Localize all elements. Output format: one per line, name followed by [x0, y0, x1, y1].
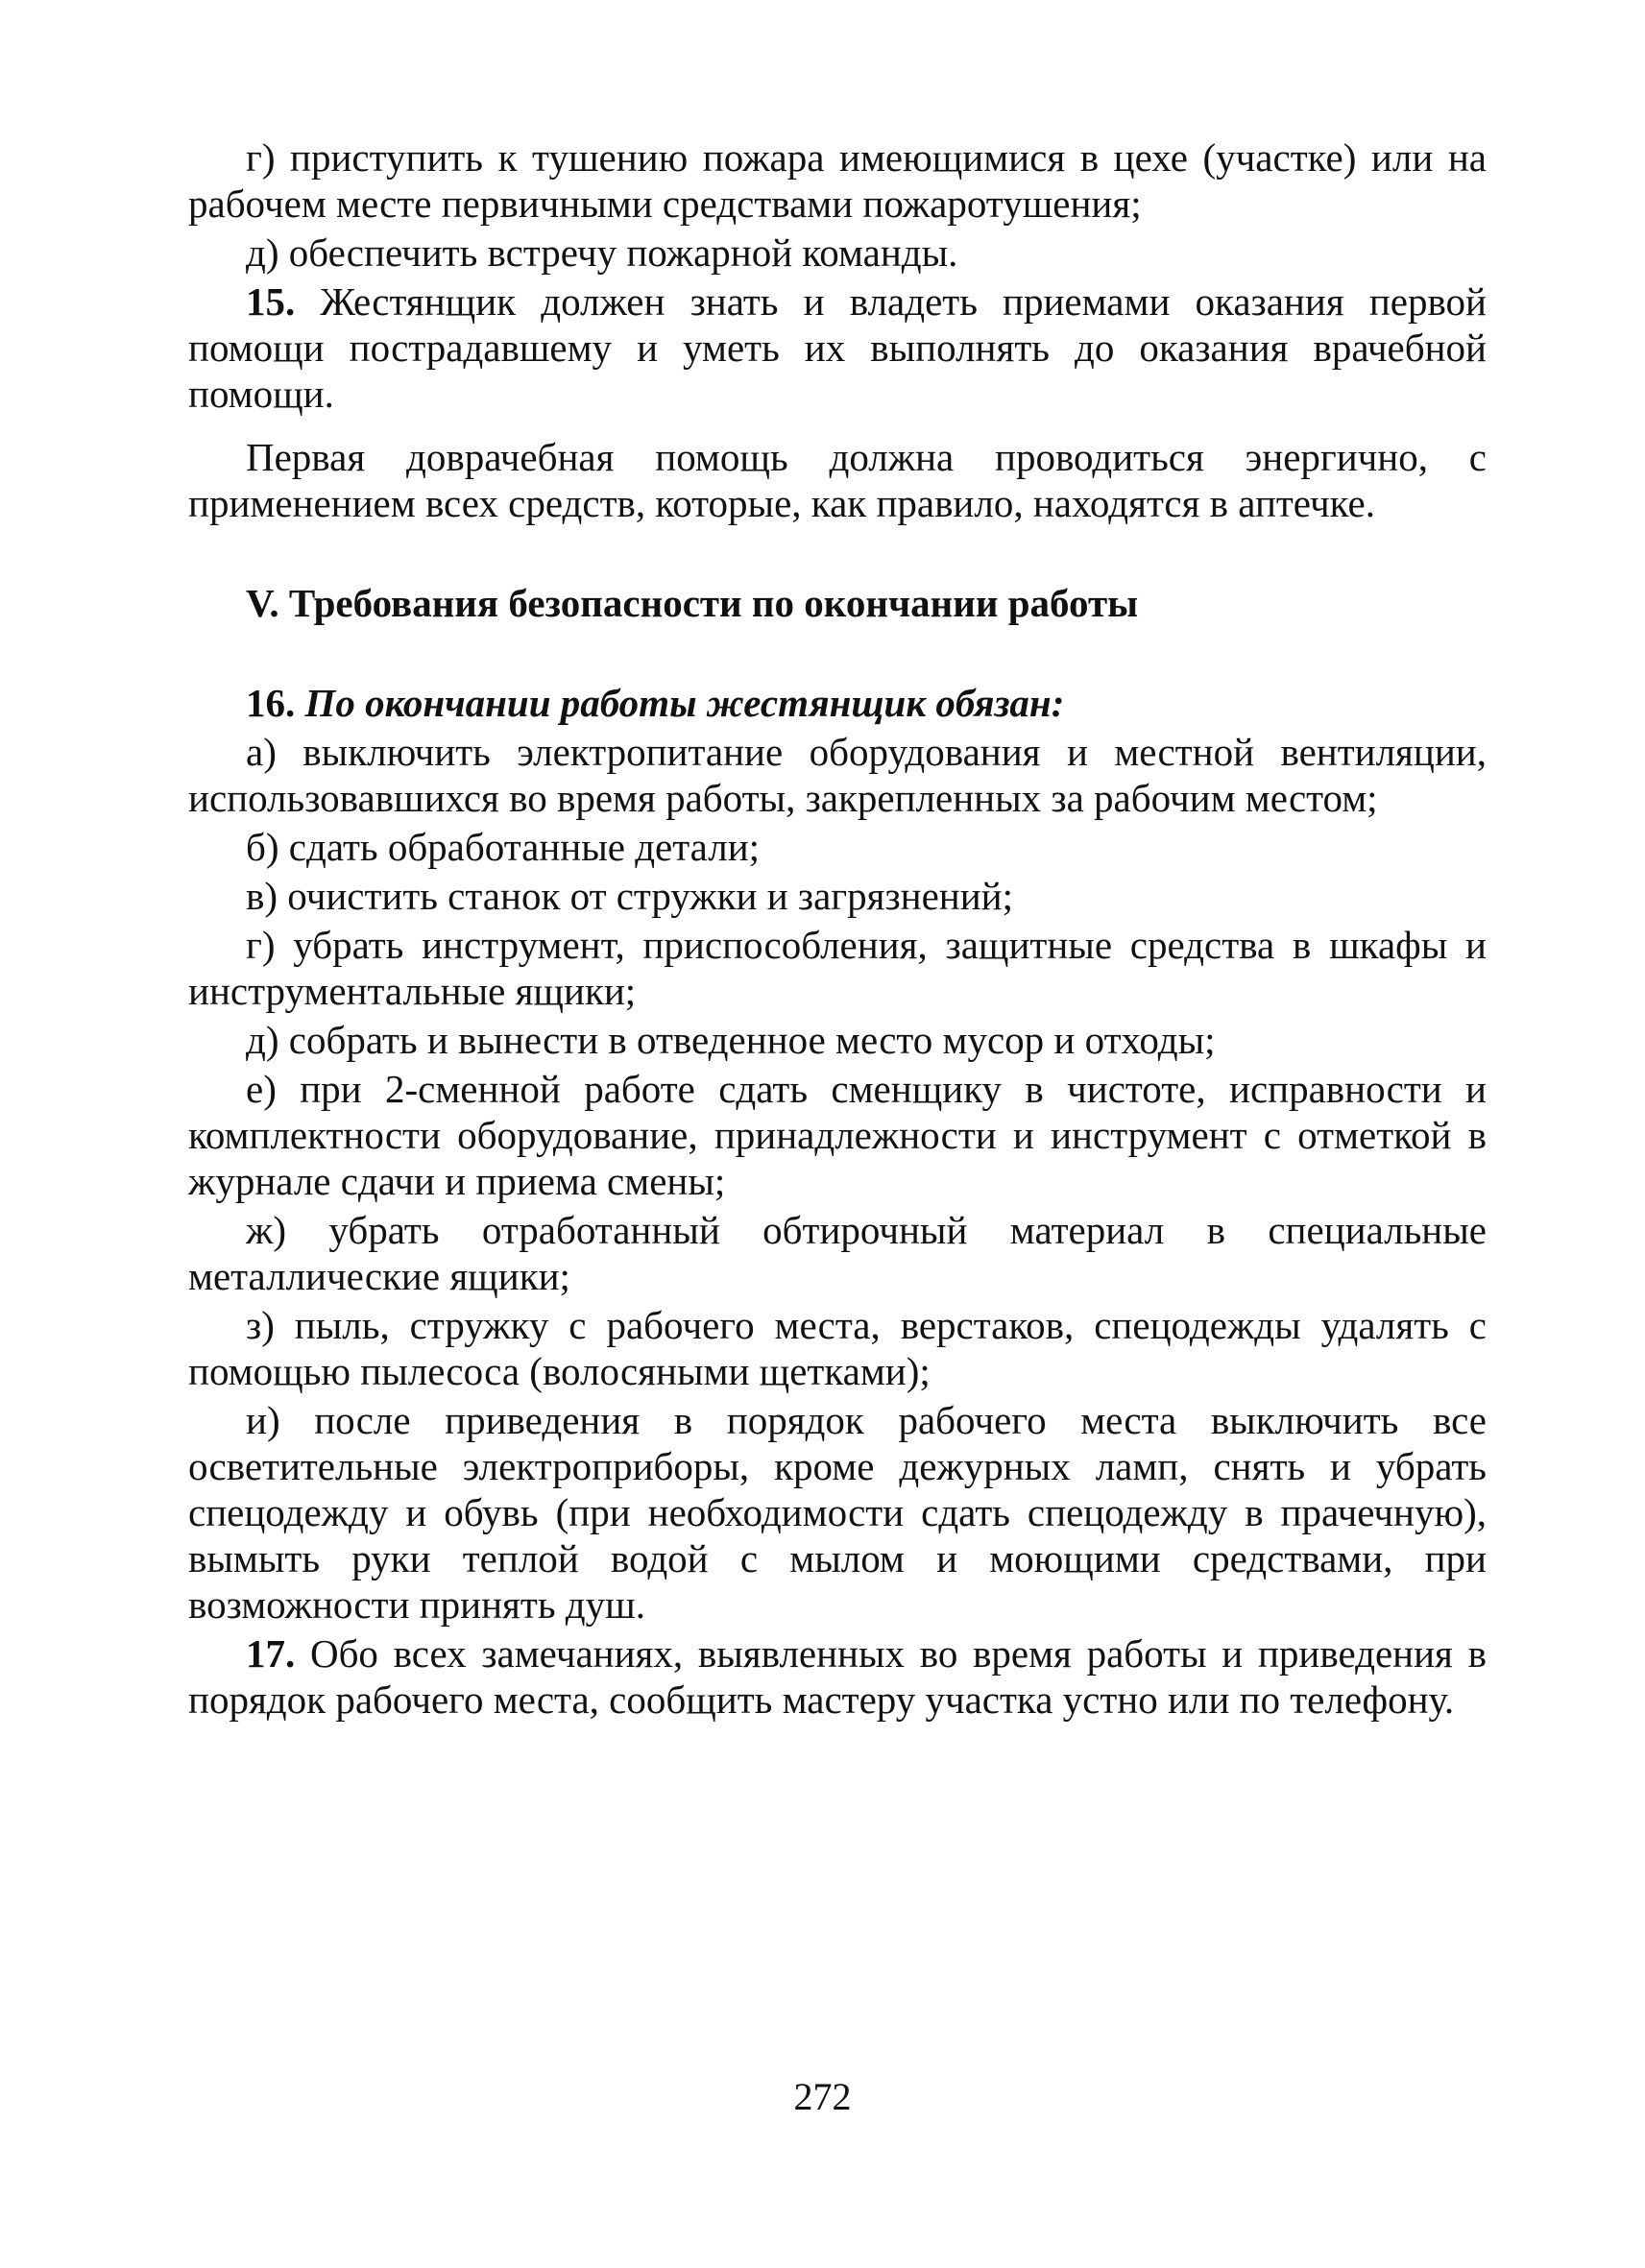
item-number: 16.: [246, 681, 296, 725]
item-number: 15.: [246, 279, 296, 324]
document-page: [188, 134, 1487, 1725]
section-heading: V. Требования безопасности по окончании работы: [246, 581, 1139, 625]
list-item: д) собрать и вынести в отведенное место мусор и отходы;: [246, 1018, 1216, 1062]
list-item: в) очистить станок от стружки и загрязнений;: [246, 874, 1014, 918]
list-item: г) убрать инструмент, приспособления, защитные средства в шкафы и инструментальные ящики;: [188, 923, 1487, 1013]
item-title: По окончании работы жестянщик обязан:: [295, 681, 1065, 725]
list-item: ж) убрать отработанный обтирочный материал в специальные металлические ящики;: [188, 1208, 1487, 1298]
list-item: з) пыль, стружку с рабочего места, верстаков, спецодежды удалять с помощью пылесоса (волосяными щетками);: [188, 1303, 1487, 1393]
page-number: 272: [793, 2075, 852, 2118]
list-item: а) выключить электропитание оборудования и местной вентиляции, использовавшихся во время работы, закрепленных за рабочим местом;: [188, 730, 1487, 820]
list-item: е) при 2-сменной работе сдать сменщику в чистоте, исправности и комплектности оборудование, принадлежности и инструмент с отметкой в журнале сдачи и приема смены;: [188, 1067, 1487, 1203]
paragraph-text: д) обеспечить встречу пожарной команды.: [246, 230, 958, 275]
paragraph-first-aid: [188, 434, 1487, 526]
paragraph-text: г) приступить к тушению пожара имеющимися в цехе (участке) или на рабочем месте первичными средствами пожаротушения;: [188, 135, 1487, 226]
paragraph-item-17: [188, 1630, 1487, 1723]
list-item: и) после приведения в порядок рабочего места выключить все осветительные электроприборы, кроме дежурных ламп, снять и убрать спецодежду и обувь (при необходимости сдать спецодежду в прачечную), вымыть руки теплой водой с мылом и моющими средствами, при возможности принять душ.: [188, 1398, 1487, 1627]
item-number: 17.: [246, 1631, 296, 1676]
paragraph-item-g: [188, 134, 1487, 227]
paragraph-item-16: [188, 680, 1487, 726]
paragraph-text: Обо всех замечаниях, выявленных во время работы и приведения в порядок рабочего места, сообщить мастеру участка устно или по телефону.: [188, 1631, 1487, 1722]
paragraph-text: Жестянщик должен знать и владеть приемами оказания первой помощи пострадавшему и уметь их выполнять до оказания врачебной помощи.: [188, 279, 1487, 416]
paragraph-item-d: [188, 229, 1487, 276]
list-item: б) сдать обработанные детали;: [246, 825, 761, 869]
paragraph-item-15: [188, 278, 1487, 417]
paragraph-text: Первая доврачебная помощь должна проводиться энергично, с применением всех средств, которые, как правило, находятся в аптечке.: [188, 435, 1487, 525]
